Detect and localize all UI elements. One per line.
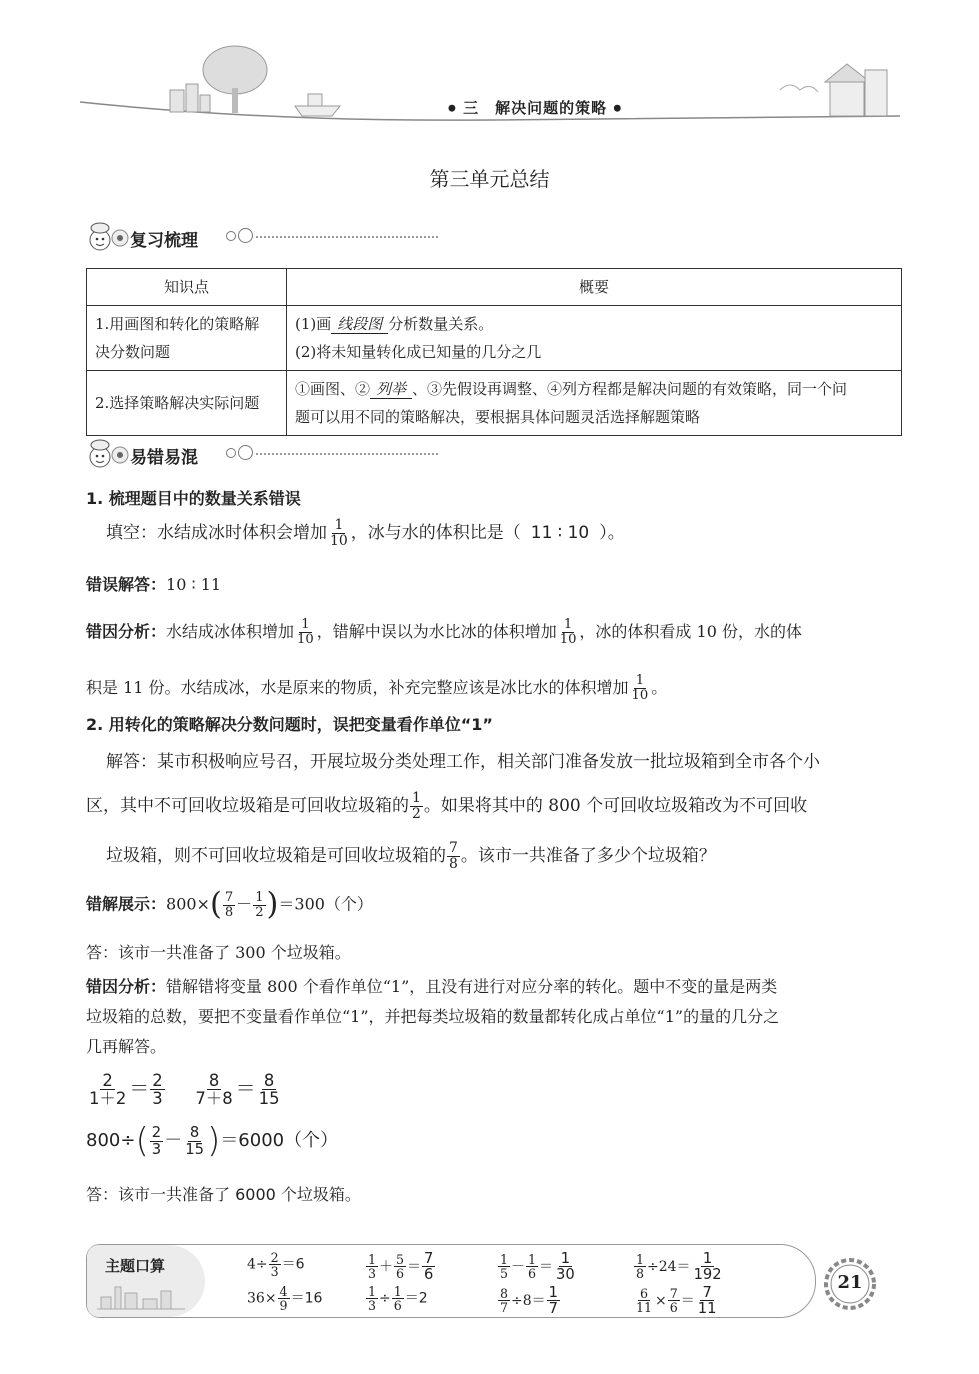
item1-question — [106, 518, 625, 549]
expression-text: ＝6000（个） — [220, 1130, 339, 1152]
analysis-text: ，错解中误以为水比冰的体积增加 — [316, 622, 557, 641]
chef-mascot-icon — [86, 220, 130, 256]
dotted-divider — [256, 236, 438, 238]
denominator: 2 — [412, 806, 421, 822]
question-text: ，冰与水的体积比是（ — [350, 523, 521, 543]
denominator: 15 — [258, 1089, 280, 1109]
wrong-value: 10 ∶ 11 — [166, 575, 222, 594]
paren-open-icon: ( — [135, 1121, 149, 1161]
question-line — [86, 784, 906, 828]
calc-result: 6 — [295, 1256, 305, 1273]
numerator: 2 — [151, 1124, 162, 1142]
calc-result: $\frac{1}{7}$ — [548, 1284, 559, 1318]
analysis-line — [86, 608, 906, 656]
mistakes-section-header — [86, 437, 446, 473]
calc-result: $\frac{7}{6}$ — [424, 1250, 434, 1284]
analysis-line: 几再解答。 — [86, 1037, 167, 1056]
summary-text: (1)画 — [295, 315, 332, 333]
fraction — [183, 1125, 206, 1157]
minus-sign: － — [164, 1130, 183, 1152]
numerator: 2 — [152, 1071, 163, 1090]
mistakes-label: 易错易混 — [130, 448, 198, 468]
item2-solution-fractions — [86, 1072, 283, 1107]
equals-sign: ＝ — [235, 1076, 256, 1101]
numerator: 1 — [334, 517, 344, 534]
fraction — [193, 1072, 234, 1107]
summary-line — [295, 310, 893, 338]
review-label: 复习梳理 — [130, 231, 198, 251]
analysis-line: 垃圾箱的总数，要把不变量看作单位“1”，并把每类垃圾箱的数量都转化成占单位“1”的量的几分之 — [86, 1007, 780, 1026]
table-cell-point: 2.选择策略解决实际问题 — [87, 371, 287, 436]
chef-mascot-icon — [86, 437, 130, 473]
summary-table — [86, 268, 902, 436]
fraction — [150, 1125, 163, 1157]
mental-math-item: $\frac{8}{7}$ ÷8＝ $\frac{1}{7}$ — [500, 1284, 559, 1318]
summary-line — [295, 375, 893, 403]
bullet-icon: ● — [448, 103, 457, 114]
summary-text: 分析数量关系。 — [388, 315, 494, 333]
analysis-line — [86, 664, 906, 712]
fraction — [447, 841, 460, 871]
analysis-text: ，冰的体积看成 10 份，水的体 — [579, 622, 802, 641]
denominator: 3 — [152, 1089, 163, 1109]
item1-wrong — [86, 572, 221, 595]
table-cell-summary — [287, 306, 902, 371]
denominator: 1＋2 — [89, 1089, 127, 1109]
summary-text: ①画图、② — [295, 380, 371, 398]
fraction — [253, 891, 265, 920]
item1-title: 1. 梳理题目中的数量关系错误 — [86, 489, 301, 508]
paren-open-icon: ( — [209, 887, 222, 922]
calc-result: $\frac{7}{11}$ — [697, 1284, 717, 1318]
question-text: 垃圾箱，则不可回收垃圾箱是可回收垃圾箱的 — [106, 846, 446, 866]
calc-result: 2 — [418, 1290, 428, 1307]
question-line — [86, 834, 906, 878]
bullet-icon: ● — [613, 103, 623, 114]
question-text: 填空：水结成冰时体积会增加 — [106, 523, 327, 543]
denominator: 3 — [151, 1140, 162, 1158]
item2-solution-expression — [86, 1121, 339, 1161]
paren-close-icon: ) — [206, 1121, 221, 1161]
filled-answer: 列举 — [370, 380, 412, 399]
mental-math-tab — [87, 1245, 205, 1317]
summary-line: 题可以用不同的策略解决，要根据具体问题灵活选择解题策略 — [295, 408, 701, 426]
fraction — [223, 891, 235, 920]
unit-title-text: 三 解决问题的策略 — [463, 99, 608, 117]
item2-title: 2. 用转化的策略解决分数问题时，误把变量看作单位“1” — [86, 715, 493, 734]
fraction — [630, 674, 651, 703]
fraction — [150, 1072, 164, 1107]
fraction — [558, 618, 579, 647]
wrong-label: 错误解答： — [86, 575, 167, 594]
wrong-label: 错解展示： — [86, 894, 167, 914]
question-text: ）。 — [599, 523, 625, 543]
numerator: 2 — [102, 1071, 113, 1090]
numerator: 1 — [635, 673, 645, 689]
mental-math-label: 主题口算 — [105, 1257, 166, 1275]
numerator: 7 — [224, 889, 234, 905]
numerator: 1 — [255, 889, 264, 905]
table-row — [87, 306, 902, 371]
ring-icon — [238, 445, 253, 460]
denominator: 10 — [631, 688, 649, 703]
dotted-divider — [256, 453, 438, 455]
analysis-text: 积是 11 份。水结成冰，水是原来的物质，补充完整应该是冰比水的体积增加 — [86, 678, 629, 697]
table-header-row — [87, 269, 902, 306]
numerator: 8 — [208, 1071, 220, 1090]
point-line: 1.用画图和转化的策略解 — [95, 315, 260, 333]
mental-math-item: $\frac{1}{5}$ － $\frac{1}{6}$ ＝ $\frac{1}{30}$ — [500, 1250, 575, 1284]
analysis-text: 水结成冰体积增加 — [166, 622, 295, 641]
denominator: 10 — [330, 533, 348, 549]
mental-math-panel — [86, 1244, 816, 1318]
denominator: 10 — [297, 632, 314, 647]
denominator: 8 — [224, 904, 234, 920]
numerator: 1 — [301, 617, 310, 633]
city-skyline-icon — [97, 1281, 187, 1311]
fraction — [328, 518, 350, 548]
denominator: 15 — [185, 1140, 204, 1158]
mental-math-item: $\frac{1}{3}$ ＋ $\frac{5}{6}$ ＝ $\frac{7}{6}$ — [368, 1250, 434, 1284]
mental-math-item: 36× $\frac{4}{9}$ ＝16 — [247, 1284, 323, 1314]
page-number-badge — [820, 1254, 880, 1314]
item2-analysis — [86, 972, 906, 1062]
summary-text: 、③先假设再调整、④列方程都是解决问题的有效策略，同一个问 — [412, 380, 848, 398]
fraction — [295, 618, 316, 647]
calc-result: $\frac{1}{30}$ — [556, 1250, 575, 1284]
mental-math-item: $\frac{1}{8}$ ÷24＝ $\frac{1}{192}$ — [636, 1250, 722, 1284]
filled-answer: 线段图 — [331, 315, 388, 334]
denominator: 10 — [559, 632, 577, 647]
item2-wrong-solution — [86, 887, 373, 922]
review-section-header — [86, 220, 446, 256]
expression-text: ＝300（个） — [278, 894, 373, 914]
analysis-text: 。 — [651, 678, 668, 697]
mental-math-item: 4÷ $\frac{2}{3}$ ＝6 — [247, 1250, 305, 1280]
point-line: 决分数问题 — [95, 343, 171, 361]
analysis-label: 错因分析： — [86, 622, 167, 641]
ring-icon — [226, 231, 236, 241]
ring-icon — [238, 228, 253, 243]
fraction — [257, 1072, 282, 1107]
numerator: 8 — [263, 1071, 275, 1090]
mental-math-item: $\frac{1}{3}$ ÷ $\frac{1}{6}$ ＝2 — [368, 1284, 428, 1314]
table-row — [87, 371, 902, 436]
table-header-cell: 知识点 — [87, 269, 287, 306]
ring-icon — [226, 448, 236, 458]
numerator: 1 — [412, 790, 421, 807]
fraction — [87, 1072, 128, 1107]
summary-table-wrapper — [86, 268, 902, 436]
table-cell-point — [87, 306, 287, 371]
numerator: 7 — [449, 840, 458, 857]
table-header-cell: 概要 — [287, 269, 902, 306]
page-title: 第三单元总结 — [429, 167, 550, 191]
equals-sign: ＝ — [129, 1076, 150, 1101]
question-text: 。如果将其中的 800 个可回收垃圾箱改为不可回收 — [423, 796, 808, 816]
minus-sign: － — [236, 894, 253, 914]
page-number: 21 — [837, 1272, 863, 1293]
fraction — [410, 791, 423, 821]
numerator: 8 — [189, 1124, 200, 1142]
denominator: 8 — [449, 856, 458, 872]
calc-result: $\frac{1}{192}$ — [693, 1250, 722, 1284]
filled-answer: 11 ∶ 10 — [530, 523, 590, 543]
expression-text: 800× — [166, 894, 210, 914]
mental-math-item: $\frac{6}{11}$ × $\frac{7}{6}$ ＝ $\frac{7}{11}$ — [636, 1284, 717, 1318]
numerator: 1 — [563, 617, 573, 633]
item1-analysis — [86, 608, 906, 712]
item2-wrong-answer: 答：该市一共准备了 300 个垃圾箱。 — [86, 943, 351, 962]
question-line: 解答：某市积极响应号召，开展垃圾分类处理工作，相关部门准备发放一批垃圾箱到全市各个小 — [106, 752, 820, 772]
analysis-label: 错因分析： — [86, 977, 167, 996]
analysis-text: 错解错将变量 800 个看作单位“1”，且没有进行对应分率的转化。题中不变的量是两类 — [166, 977, 778, 996]
analysis-line — [86, 972, 906, 1002]
question-text: 。该市一共准备了多少个垃圾箱？ — [460, 846, 716, 866]
paren-close-icon: ) — [266, 887, 279, 922]
question-text: 区，其中不可回收垃圾箱是可回收垃圾箱的 — [86, 796, 409, 816]
summary-line: (2)将未知量转化成已知量的几分之几 — [295, 343, 542, 361]
item2-question — [86, 740, 906, 878]
denominator: 2 — [255, 904, 264, 920]
table-cell-summary — [287, 371, 902, 436]
unit-title — [448, 97, 622, 118]
item2-solution-answer: 答：该市一共准备了 6000 个垃圾箱。 — [86, 1185, 361, 1204]
denominator: 7＋8 — [195, 1089, 233, 1109]
expression-text: 800÷ — [86, 1130, 136, 1152]
calc-result: 16 — [304, 1290, 323, 1307]
